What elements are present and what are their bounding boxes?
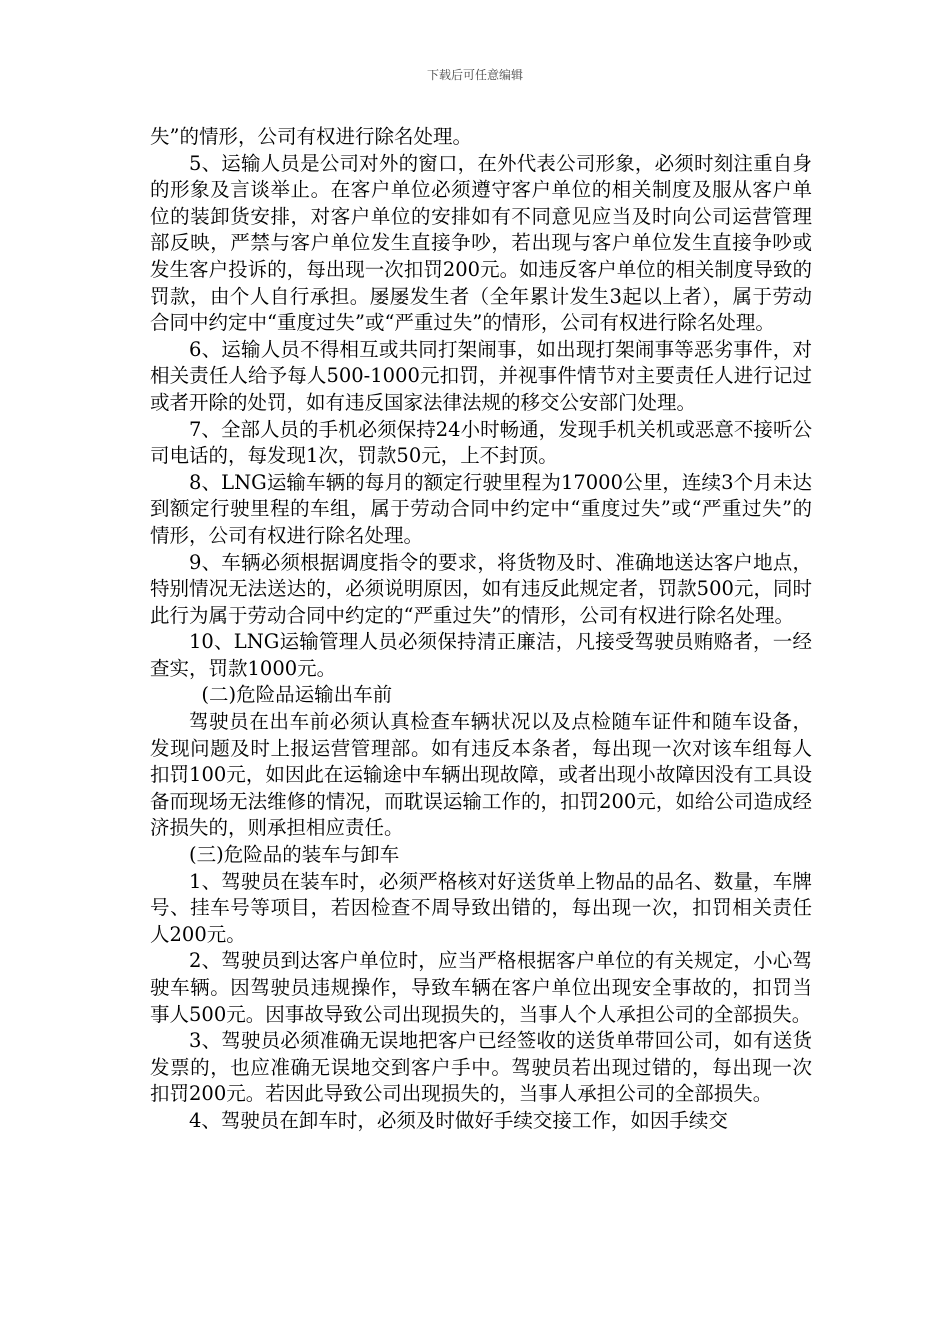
- paragraph: 10、LNG运输管理人员必须保持清正廉洁，凡接受驾驶员贿赂者，一经查实，罚款1000元。: [150, 630, 812, 680]
- paragraph: 9、车辆必须根据调度指令的要求，将货物及时、准确地送达客户地点，特别情况无法送达的，必须说明原因，如有违反此规定者，罚款500元，同时此行为属于劳动合同中约定的“严重过失”的情形，公司有权进行除名处理。: [150, 550, 812, 627]
- paragraph: 失”的情形，公司有权进行除名处理。: [150, 125, 472, 148]
- paragraph: 5、运输人员是公司对外的窗口，在外代表公司形象，必须时刻注重自身的形象及言谈举止。在客户单位必须遵守客户单位的相关制度及服从客户单位的装卸货安排，对客户单位的安排如有不同意见应当及时向公司运营管理部反映，严禁与客户单位发生直接争吵，若出现与客户单位发生直接争吵或发生客户投诉的，每出现一次扣罚200元。如违反客户单位的相关制度导致的罚款，由个人自行承担。屡屡发生者（全年累计发生3起以上者），属于劳动合同中约定中“重度过失”或“严重过失”的情形，公司有权进行除名处理。: [150, 151, 812, 335]
- paragraph: 1、驾驶员在装车时，必须严格核对好送货单上物品的品名、数量，车牌号、挂车号等项目，若因检查不周导致出错的，每出现一次，扣罚相关责任人200元。: [150, 869, 812, 946]
- document-body: [150, 124, 812, 1135]
- paragraph: 驾驶员在出车前必须认真检查车辆状况以及点检随车证件和随车设备，发现问题及时上报运营管理部。如有违反本条者，每出现一次对该车组每人扣罚100元，如因此在运输途中车辆出现故障，或者出现小故障因没有工具设备而现场无法维修的情况，而耽误运输工作的，扣罚200元，如给公司造成经济损失的，则承担相应责任。: [150, 710, 812, 840]
- paragraph: 3、驾驶员必须准确无误地把客户已经签收的送货单带回公司，如有送货发票的，也应准确无误地交到客户手中。驾驶员若出现过错的，每出现一次扣罚200元。若因此导致公司出现损失的，当事人承担公司的全部损失。: [150, 1029, 812, 1106]
- paragraph: 6、运输人员不得相互或共同打架闹事，如出现打架闹事等恶劣事件，对相关责任人给予每人500-1000元扣罚，并视事件情节对主要责任人进行记过或者开除的处罚，如有违反国家法律法规的移交公安部门处理。: [150, 337, 812, 414]
- paragraph: 7、全部人员的手机必须保持24小时畅通，发现手机关机或恶意不接听公司电话的，每发现1次，罚款50元，上不封顶。: [150, 417, 812, 468]
- page-header: 下载后可任意编辑: [426, 68, 523, 82]
- section-heading: (二)危险品运输出车前: [189, 683, 393, 707]
- paragraph: 8、LNG运输车辆的每月的额定行驶里程为17000公里，连续3个月未达到额定行驶里程的车组，属于劳动合同中约定中“重度过失”或“严重过失”的情形，公司有权进行除名处理。: [150, 470, 812, 547]
- section-heading: (三)危险品的装车与卸车: [189, 843, 400, 867]
- paragraph: 2、驾驶员到达客户单位时，应当严格根据客户单位的有关规定，小心驾驶车辆。因驾驶员违规操作，导致车辆在客户单位出现安全事故的，扣罚当事人500元。因事故导致公司出现损失的，当事人个人承担公司的全部损失。: [150, 949, 812, 1026]
- paragraph: 4、驾驶员在卸车时，必须及时做好手续交接工作，如因手续交: [189, 1108, 728, 1132]
